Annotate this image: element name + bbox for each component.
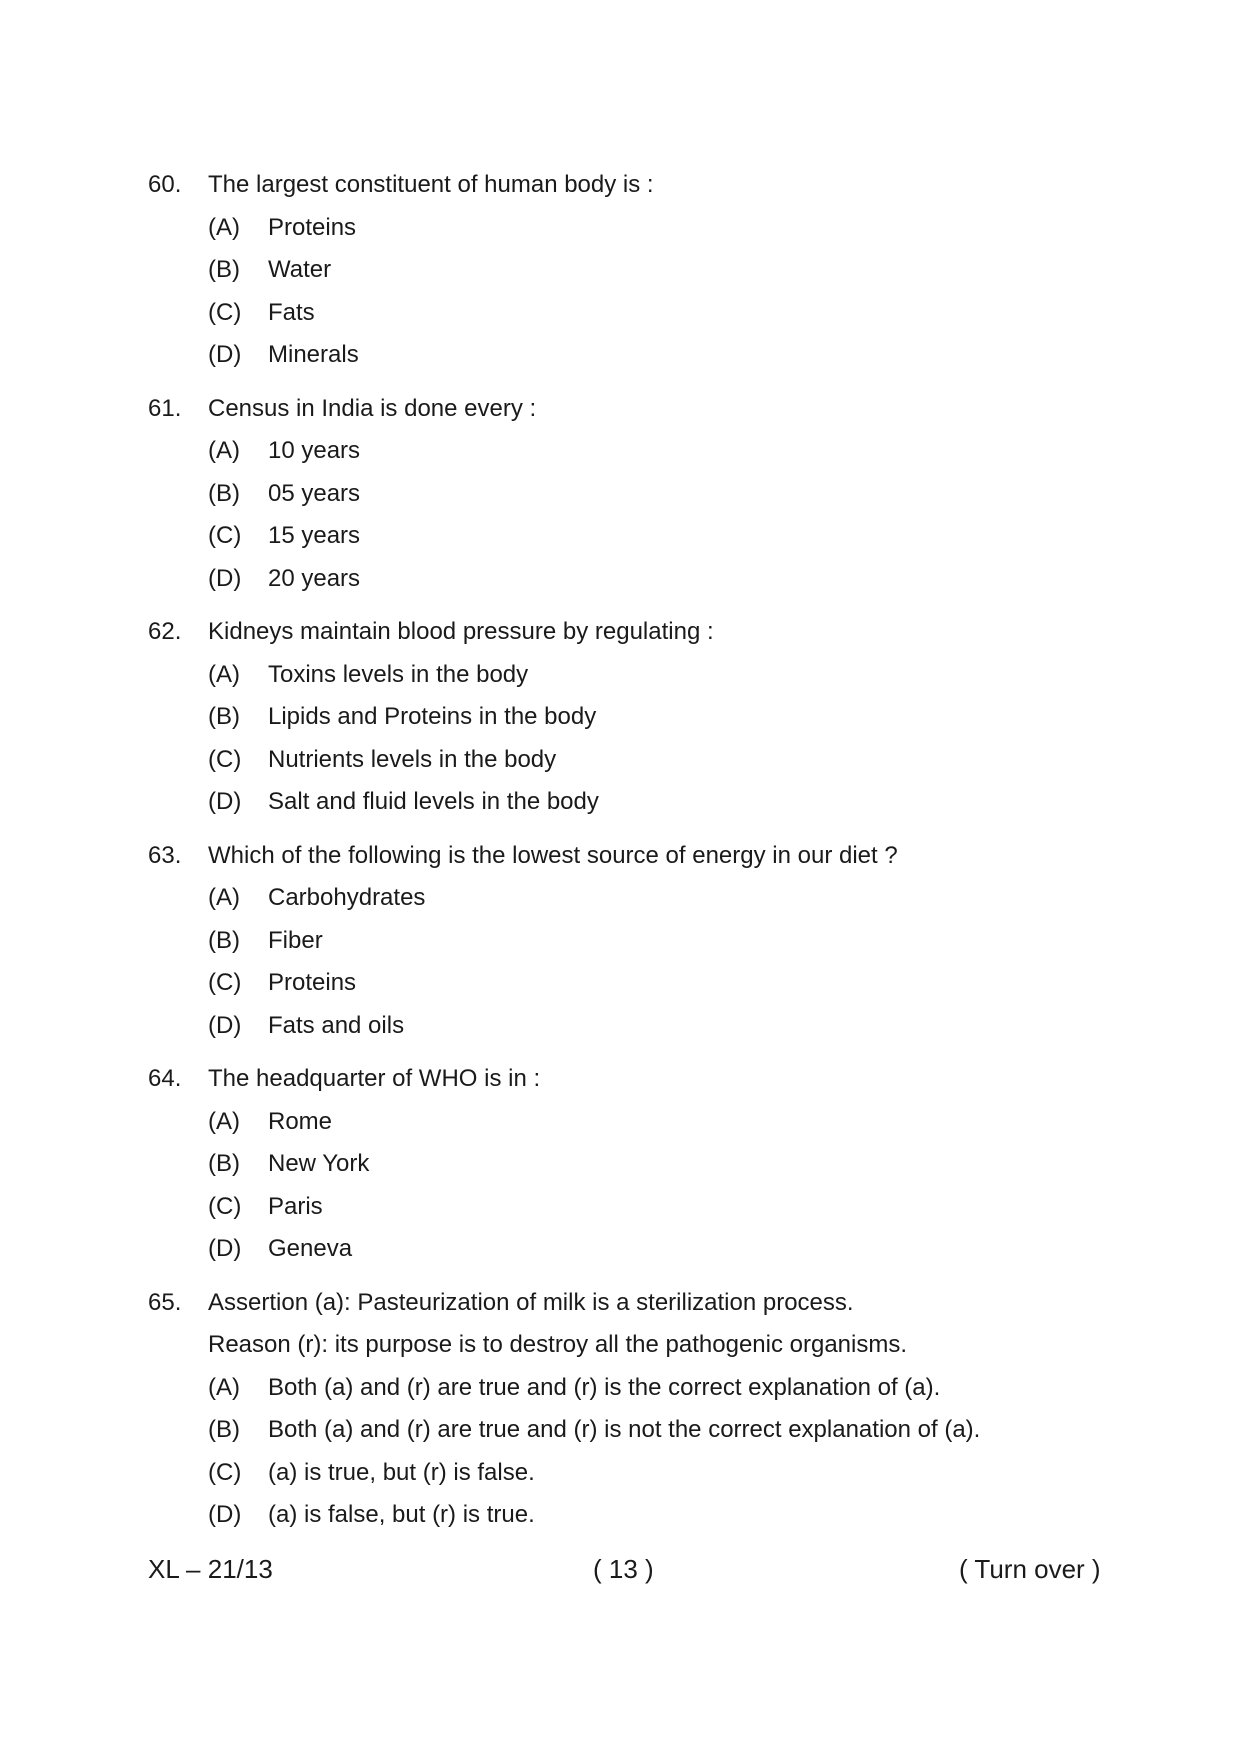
option-text: Lipids and Proteins in the body	[268, 703, 597, 730]
option-text: Fats	[268, 298, 315, 326]
option-label: (C)	[208, 1458, 242, 1486]
option-text: Toxins levels in the body	[268, 660, 529, 688]
option-text: (a) is true, but (r) is false.	[268, 1458, 535, 1486]
question-text: Kidneys maintain blood pressure by regulating :	[208, 618, 714, 645]
option-label: (B)	[208, 703, 240, 730]
option-text: Water	[268, 256, 332, 283]
option-text: Both (a) and (r) are true and (r) is the correct explanation of (a).	[268, 1373, 941, 1401]
option-label: (A)	[208, 884, 240, 911]
option-text: Nutrients levels in the body	[268, 745, 557, 773]
option-label: (D)	[208, 564, 242, 592]
option-label: (D)	[208, 788, 242, 815]
option-text: Minerals	[268, 341, 359, 368]
option-label: (A)	[208, 437, 240, 464]
option-label: (D)	[208, 1011, 242, 1039]
option-text: Salt and fluid levels in the body	[268, 788, 599, 815]
option-text: 20 years	[268, 564, 361, 592]
option-text: Fiber	[268, 926, 323, 954]
question-text: Census in India is done every :	[208, 394, 537, 422]
option-label: (C)	[208, 969, 242, 996]
option-text: 10 years	[268, 437, 361, 464]
option-text: Both (a) and (r) are true and (r) is not the correct explanation of (a).	[268, 1416, 981, 1443]
option-label: (D)	[208, 1501, 242, 1528]
question-text: Reason (r): its purpose is to destroy all the pathogenic organisms.	[208, 1331, 908, 1358]
option-label: (C)	[208, 522, 242, 549]
option-text: Carbohydrates	[268, 884, 426, 911]
option-text: Paris	[268, 1192, 323, 1220]
page-number: ( 13 )	[593, 1554, 654, 1584]
question-number: 61.	[148, 394, 182, 422]
option-label: (A)	[208, 213, 240, 241]
option-text: New York	[268, 1150, 370, 1177]
option-label: (C)	[208, 298, 242, 326]
option-label: (C)	[208, 745, 242, 773]
turn-over-note: ( Turn over )	[959, 1554, 1101, 1584]
question-number: 60.	[148, 171, 182, 198]
option-text: Geneva	[268, 1235, 353, 1262]
question-number: 65.	[148, 1288, 182, 1316]
option-text: 05 years	[268, 479, 361, 507]
question-text: The largest constituent of human body is :	[208, 171, 654, 198]
option-text: Fats and oils	[268, 1011, 405, 1039]
option-label: (B)	[208, 256, 240, 283]
paper-code: XL – 21/13	[148, 1554, 273, 1584]
question-text: The headquarter of WHO is in :	[208, 1065, 541, 1092]
option-text: (a) is false, but (r) is true.	[268, 1501, 535, 1528]
option-label: (B)	[208, 479, 240, 507]
option-label: (B)	[208, 1150, 240, 1177]
option-label: (A)	[208, 1373, 240, 1401]
question-number: 63.	[148, 841, 182, 869]
question-text: Which of the following is the lowest source of energy in our diet ?	[208, 841, 898, 869]
option-text: Proteins	[268, 213, 357, 241]
question-number: 64.	[148, 1065, 182, 1092]
question-text: Assertion (a): Pasteurization of milk is a sterilization process.	[208, 1288, 854, 1316]
option-label: (D)	[208, 1235, 242, 1262]
option-label: (A)	[208, 660, 240, 688]
option-label: (C)	[208, 1192, 242, 1220]
question-number: 62.	[148, 618, 182, 645]
option-label: (B)	[208, 926, 240, 954]
option-label: (B)	[208, 1416, 240, 1443]
option-label: (A)	[208, 1107, 240, 1135]
option-label: (D)	[208, 341, 242, 368]
option-text: Proteins	[268, 969, 357, 996]
option-text: Rome	[268, 1107, 333, 1135]
option-text: 15 years	[268, 522, 361, 549]
